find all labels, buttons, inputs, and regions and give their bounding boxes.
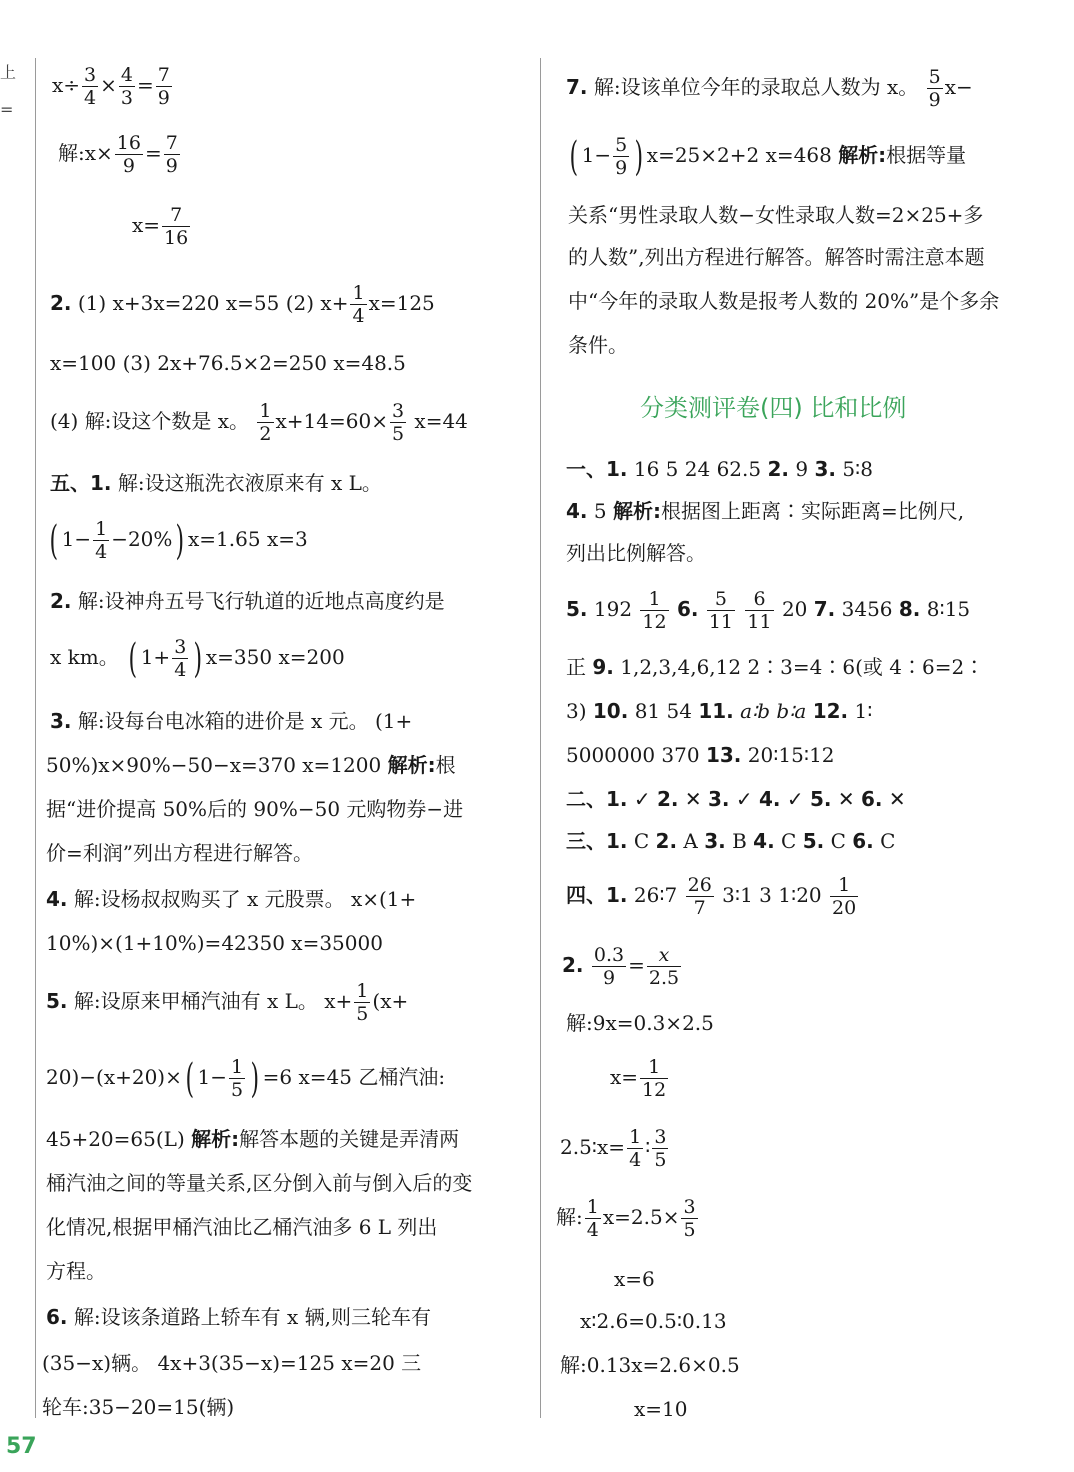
answer-line: 的人数”,列出方程进行解答。解答时需注意本题 xyxy=(568,245,985,269)
answer-line: 四、1. 26∶7 $\frac{26}{7}$ 3∶1 3 1∶20 $\frac{1}{20}$ xyxy=(566,874,857,919)
equation-line: 2.5∶x= $\frac{1}{4}$ ∶ $\frac{3}{5}$ xyxy=(560,1126,667,1171)
answer-line: 关系“男性录取人数−女性录取人数=2×25+多 xyxy=(568,203,984,227)
answer-line: 正 9. 1,2,3,4,6,12 2∶3=4∶6(或 4∶6=2∶ xyxy=(566,655,985,679)
answer-line: 化情况,根据甲桶汽油比乙桶汽油多 6 L 列出 xyxy=(46,1215,438,1239)
answer-line: x=100 (3) 2x+76.5×2=250 x=48.5 xyxy=(50,351,406,375)
answer-line: 10%)×(1+10%)=42350 x=35000 xyxy=(46,931,383,955)
answer-line: 价=利润”列出方程进行解答。 xyxy=(46,841,313,865)
section-title: 分类测评卷(四) 比和比例 xyxy=(640,394,907,422)
answer-line: 中“今年的录取人数是报考人数的 20%”是个多余 xyxy=(568,289,1000,313)
answer-line: 6. 解:设该条道路上轿车有 x 辆,则三轮车有 xyxy=(46,1305,431,1329)
answer-line: 条件。 xyxy=(568,333,628,357)
answer-line: (35−x)辆。 4x+3(35−x)=125 x=20 三 xyxy=(42,1351,422,1375)
column-divider xyxy=(540,58,541,1418)
equation-line: ( 1− $\frac{1}{4}$ −20%) x=1.65 x=3 xyxy=(49,517,308,564)
answer-line: 5000000 370 13. 20∶15∶12 xyxy=(566,743,835,767)
answer-line: 轮车:35−20=15(辆) xyxy=(42,1395,235,1419)
equation-line: x=10 xyxy=(634,1397,688,1421)
answer-line: 45+20=65(L) 解析:解答本题的关键是弄清两 xyxy=(46,1127,460,1151)
page-number: 57 xyxy=(6,1434,37,1459)
answer-line: 5. 192 $\frac{1}{12}$ 6. $\frac{5}{11}$ $\frac{6}{11}$ 20 7. 3456 8. 8∶15 xyxy=(566,588,971,633)
answer-line: 二、1. ✓ 2. ✕ 3. ✓ 4. ✓ 5. ✕ 6. ✕ xyxy=(566,787,906,811)
answer-line: 4. 5 解析:根据图上距离∶实际距离=比例尺, xyxy=(566,499,965,523)
answer-line: 方程。 xyxy=(46,1259,106,1283)
answer-line: (4) 解:设这个数是 x。 $\frac{1}{2}$ x+14=60× $\frac{3}{5}$ x=44 xyxy=(50,400,468,445)
answer-line: 3. 解:设每台电冰箱的进价是 x 元。 (1+ xyxy=(50,709,413,733)
answer-line: 列出比例解答。 xyxy=(566,541,706,565)
equation-line: ( 1− $\frac{5}{9}$ ) x=25×2+2 x=468 解析:根据等量 xyxy=(569,133,967,180)
equation-line: x∶2.6=0.5∶0.13 xyxy=(580,1309,727,1333)
answer-line: 7. 解:设该单位今年的录取总人数为 x。 $\frac{5}{9}$ x− xyxy=(566,66,973,111)
answer-line: 50%)x×90%−50−x=370 x=1200 解析:根 xyxy=(46,753,456,777)
equation-line: x= $\frac{1}{12}$ xyxy=(610,1056,667,1101)
equation-line: 解:0.13x=2.6×0.5 xyxy=(560,1353,740,1377)
answer-line: 五、1. 解:设这瓶洗衣液原来有 x L。 xyxy=(50,471,382,495)
answer-line: 三、1. C 2. A 3. B 4. C 5. C 6. C xyxy=(566,829,896,853)
edge-fragment: = xyxy=(0,100,14,119)
left-margin-rule xyxy=(35,58,36,1418)
equation-line: 2. $\frac{0.3}{9}$ = $\frac{x}{2.5}$ xyxy=(562,944,680,989)
answer-line: 4. 解:设杨叔叔购买了 x 元股票。 x×(1+ xyxy=(46,887,417,911)
equation-line: x km。 ( 1+ $\frac{3}{4}$ ) x=350 x=200 xyxy=(50,635,345,682)
equation-line: x= $\frac{7}{16}$ xyxy=(132,204,189,249)
answer-line: 桶汽油之间的等量关系,区分倒入前与倒入后的变 xyxy=(46,1171,473,1195)
equation-line: 解:9x=0.3×2.5 xyxy=(566,1011,714,1035)
answer-line: 据“进价提高 50%后的 90%−50 元购物券−进 xyxy=(46,797,464,821)
edge-fragment: 上 xyxy=(0,63,17,82)
equation-line: 解:x× $\frac{16}{9}$ = $\frac{7}{9}$ xyxy=(58,132,178,177)
equation-line: x=6 xyxy=(614,1267,655,1291)
section-subtitle: 比和比例 xyxy=(810,394,907,422)
equation-line: x÷ $\frac{3}{4}$ × $\frac{4}{3}$ = $\frac{7}{9}$ xyxy=(52,64,170,109)
answer-line: 5. 解:设原来甲桶汽油有 x L。 x+ $\frac{1}{5}$ (x+ xyxy=(46,980,409,1025)
equation-line: 解: $\frac{1}{4}$ x=2.5× $\frac{3}{5}$ xyxy=(556,1196,696,1241)
answer-line: 一、1. 16 5 24 62.5 2. 9 3. 5∶8 xyxy=(566,457,873,481)
answer-line: 2. 解:设神舟五号飞行轨道的近地点高度约是 xyxy=(50,589,445,613)
equation-line: 20)−(x+20)×( 1− $\frac{1}{5}$ ) =6 x=45 乙桶汽油: xyxy=(46,1055,446,1102)
answer-line: 3) 10. 81 54 11. a∶b b∶a 12. 1∶ xyxy=(566,699,873,723)
answer-line: 2. (1) x+3x=220 x=55 (2) x+ $\frac{1}{4}$ x=125 xyxy=(50,282,435,327)
